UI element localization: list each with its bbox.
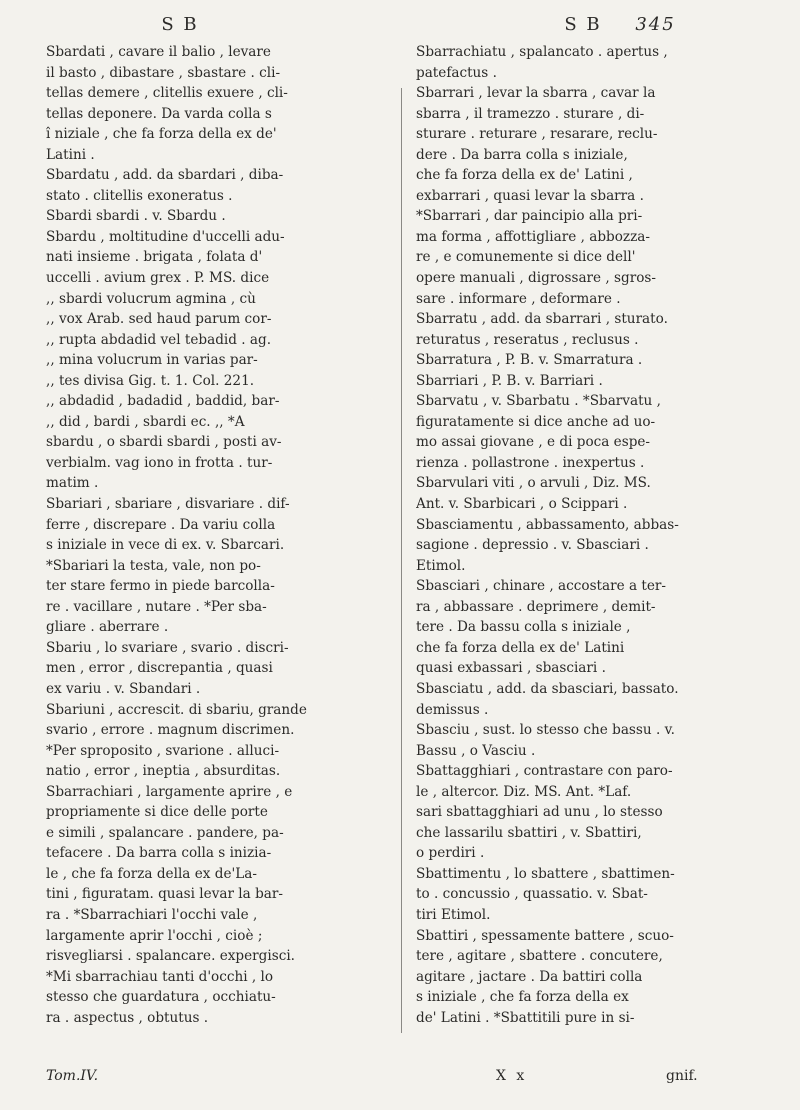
text-line: re . vacillare , nutare . *Per sba- [46,598,267,615]
text-line: Sbattiri , spessamente battere , scuo- [416,927,674,944]
text-line: *Sbarrari , dar paincipio alla pri- [416,208,643,225]
text-line: propriamente si dice delle porte [46,804,268,821]
text-line: exbarrari , quasi levar la sbarra . [416,187,644,204]
text-line: figuratamente si dice anche ad uo- [416,413,656,430]
text-line: de' Latini . *Sbattitili pure in si- [416,1009,635,1026]
signature-mark: X x [496,1068,528,1084]
text-line: Sbasciatu , add. da sbasciari, bassato. [416,680,679,697]
text-line: ex variu . v. Sbandari . [46,680,201,697]
volume-label: Tom.IV. [46,1068,99,1084]
text-line: Sbardi sbardi . v. Sbardu . [46,208,226,225]
text-line: î niziale , che fa forza della ex de' [46,126,277,143]
right-column [416,42,764,1028]
text-line: Sbariu , lo svariare , svario . discri- [46,639,289,656]
text-line: risvegliarsi . spalancare. expergisci. [46,948,295,965]
text-line: Bassu , o Vasciu . [416,742,536,759]
text-line: ra . aspectus , obtutus . [46,1009,209,1026]
text-line: che fa forza della ex de' Latini [416,639,625,656]
text-line: men , error , discrepantia , quasi [46,660,273,677]
text-line: ,, sbardi volucrum agmina , cù [46,290,256,307]
text-line: Sbattimentu , lo sbattere , sbattimen- [416,865,675,882]
text-line: Sbarvatu , v. Sbarbatu . *Sbarvatu , [416,393,661,410]
text-line: tiri Etimol. [416,906,491,923]
text-line: ,, did , bardi , sbardi ec. ,, *A [46,413,245,430]
text-line: Sbarratu , add. da sbarrari , sturato. [416,311,668,328]
text-line: mo assai giovane , e di poca espe- [416,434,651,451]
text-line: tellas deponere. Da varda colla s [46,105,272,122]
text-line: sari sbattagghiari ad unu , lo stesso [416,804,663,821]
text-line: ,, mina volucrum in varias par- [46,352,258,369]
text-line: Latini . [46,146,95,163]
text-line: stesso che guardatura , occhiatu- [46,989,276,1006]
text-line: svario , errore . magnum discrimen. [46,722,295,739]
text-line: le , che fa forza della ex de'La- [46,865,257,882]
text-line: sare . informare , deformare . [416,290,621,307]
text-line: Sbattagghiari , contrastare con paro- [416,763,673,780]
text-line: Ant. v. Sbarbicari , o Scippari . [416,496,628,513]
catchword: gnif. [666,1068,698,1084]
text-line: ma forma , affottigliare , abbozza- [416,228,650,245]
page-number: 345 [635,14,676,35]
text-line: Sbasciari , chinare , accostare a ter- [416,578,666,595]
text-line: Sbarriari , P. B. v. Barriari . [416,372,603,389]
text-line: Sbarrachiatu , spalancato . apertus , [416,44,668,60]
text-line: natio , error , ineptia , absurditas. [46,763,281,780]
text-line: Sbardati , cavare il balio , levare [46,44,271,60]
text-line: Sbariuni , accrescit. di sbariu, grande [46,701,307,718]
text-line: le , altercor. Diz. MS. Ant. *Laf. [416,783,632,800]
text-line: Sbarrari , levar la sbarra , cavar la [416,85,656,102]
text-line: sagione . depressio . v. Sbasciari . [416,537,649,554]
running-head-right-letters: S B [564,14,602,35]
text-line: re , e comunemente si dice dell' [416,249,636,266]
text-line: che lassarilu sbattiri , v. Sbattiri, [416,824,642,841]
text-line: s iniziale , che fa forza della ex [416,989,629,1006]
text-line: uccelli . avium grex . P. MS. dice [46,270,270,287]
text-line: ter stare fermo in piede barcolla- [46,578,275,595]
column-divider [401,88,402,1033]
text-line: gliare . aberrare . [46,619,169,636]
text-line: quasi exbassari , sbasciari . [416,660,606,677]
text-line: ,, rupta abdadid vel tebadid . ag. [46,331,272,348]
text-line: Sbasciamentu , abbassamento, abbas- [416,516,679,533]
page-footer [46,1068,764,1084]
text-line: Sbariari , sbariare , disvariare . dif- [46,496,290,513]
text-line: e simili , spalancare . pandere, pa- [46,824,284,841]
text-line: returatus , reseratus , reclusus . [416,331,639,348]
text-line: sbarra , il tramezzo . sturare , di- [416,105,645,122]
text-line: ferre , discrepare . Da variu colla [46,516,276,533]
text-line: o perdiri . [416,845,485,862]
text-line: dere . Da barra colla s iniziale, [416,146,628,163]
text-line: tere . Da bassu colla s iniziale , [416,619,631,636]
text-line: sbardu , o sbardi sbardi , posti av- [46,434,282,451]
text-line: Sbasciu , sust. lo stesso che bassu . v. [416,722,675,739]
text-line: il basto , dibastare , sbastare . cli- [46,64,281,81]
text-line: agitare , jactare . Da battiri colla [416,968,643,985]
text-line: tefacere . Da barra colla s inizia- [46,845,272,862]
text-line: ,, abdadid , badadid , baddid, bar- [46,393,280,410]
running-head-right [510,14,730,35]
text-line: Sbardu , moltitudine d'uccelli adu- [46,228,285,245]
text-line: ,, tes divisa Gig. t. 1. Col. 221. [46,372,255,389]
text-line: sturare . returare , resarare, reclu- [416,126,658,143]
text-line: nati insieme . brigata , folata d' [46,249,263,266]
text-line: *Mi sbarrachiau tanti d'occhi , lo [46,968,274,985]
text-line: Sbarratura , P. B. v. Smarratura . [416,352,643,369]
text-line: largamente aprir l'occhi , cioè ; [46,927,263,944]
text-line: tini , figuratam. quasi levar la bar- [46,886,283,903]
left-column [46,42,386,1028]
text-line: Sbardatu , add. da sbardari , diba- [46,167,284,184]
text-line: che fa forza della ex de' Latini , [416,167,633,184]
text-line: to . concussio , quassatio. v. Sbat- [416,886,648,903]
text-line: Sbarvulari viti , o arvuli , Diz. MS. [416,475,651,492]
text-line: opere manuali , digrossare , sgros- [416,270,656,287]
text-line: *Per sproposito , svarione . alluci- [46,742,280,759]
text-line: stato . clitellis exoneratus . [46,187,233,204]
text-line: ra . *Sbarrachiari l'occhi vale , [46,906,258,923]
text-line: s iniziale in vece di ex. v. Sbarcari. [46,537,285,554]
text-line: tere , agitare , sbattere . concutere, [416,948,663,965]
text-line: ra , abbassare . deprimere , demit- [416,598,656,615]
text-line: rienza . pollastrone . inexpertus . [416,454,645,471]
running-head-left: S B [161,14,199,35]
text-line: Sbarrachiari , largamente aprire , e [46,783,293,800]
text-line: ,, vox Arab. sed haud parum cor- [46,311,272,328]
text-line: demissus . [416,701,489,718]
text-line: Etimol. [416,557,466,574]
text-line: *Sbariari la testa, vale, non po- [46,557,261,574]
text-line: tellas demere , clitellis exuere , cli- [46,85,288,102]
text-line: matim . [46,475,99,492]
text-line: patefactus . [416,64,497,81]
text-line: verbialm. vag iono in frotta . tur- [46,454,273,471]
